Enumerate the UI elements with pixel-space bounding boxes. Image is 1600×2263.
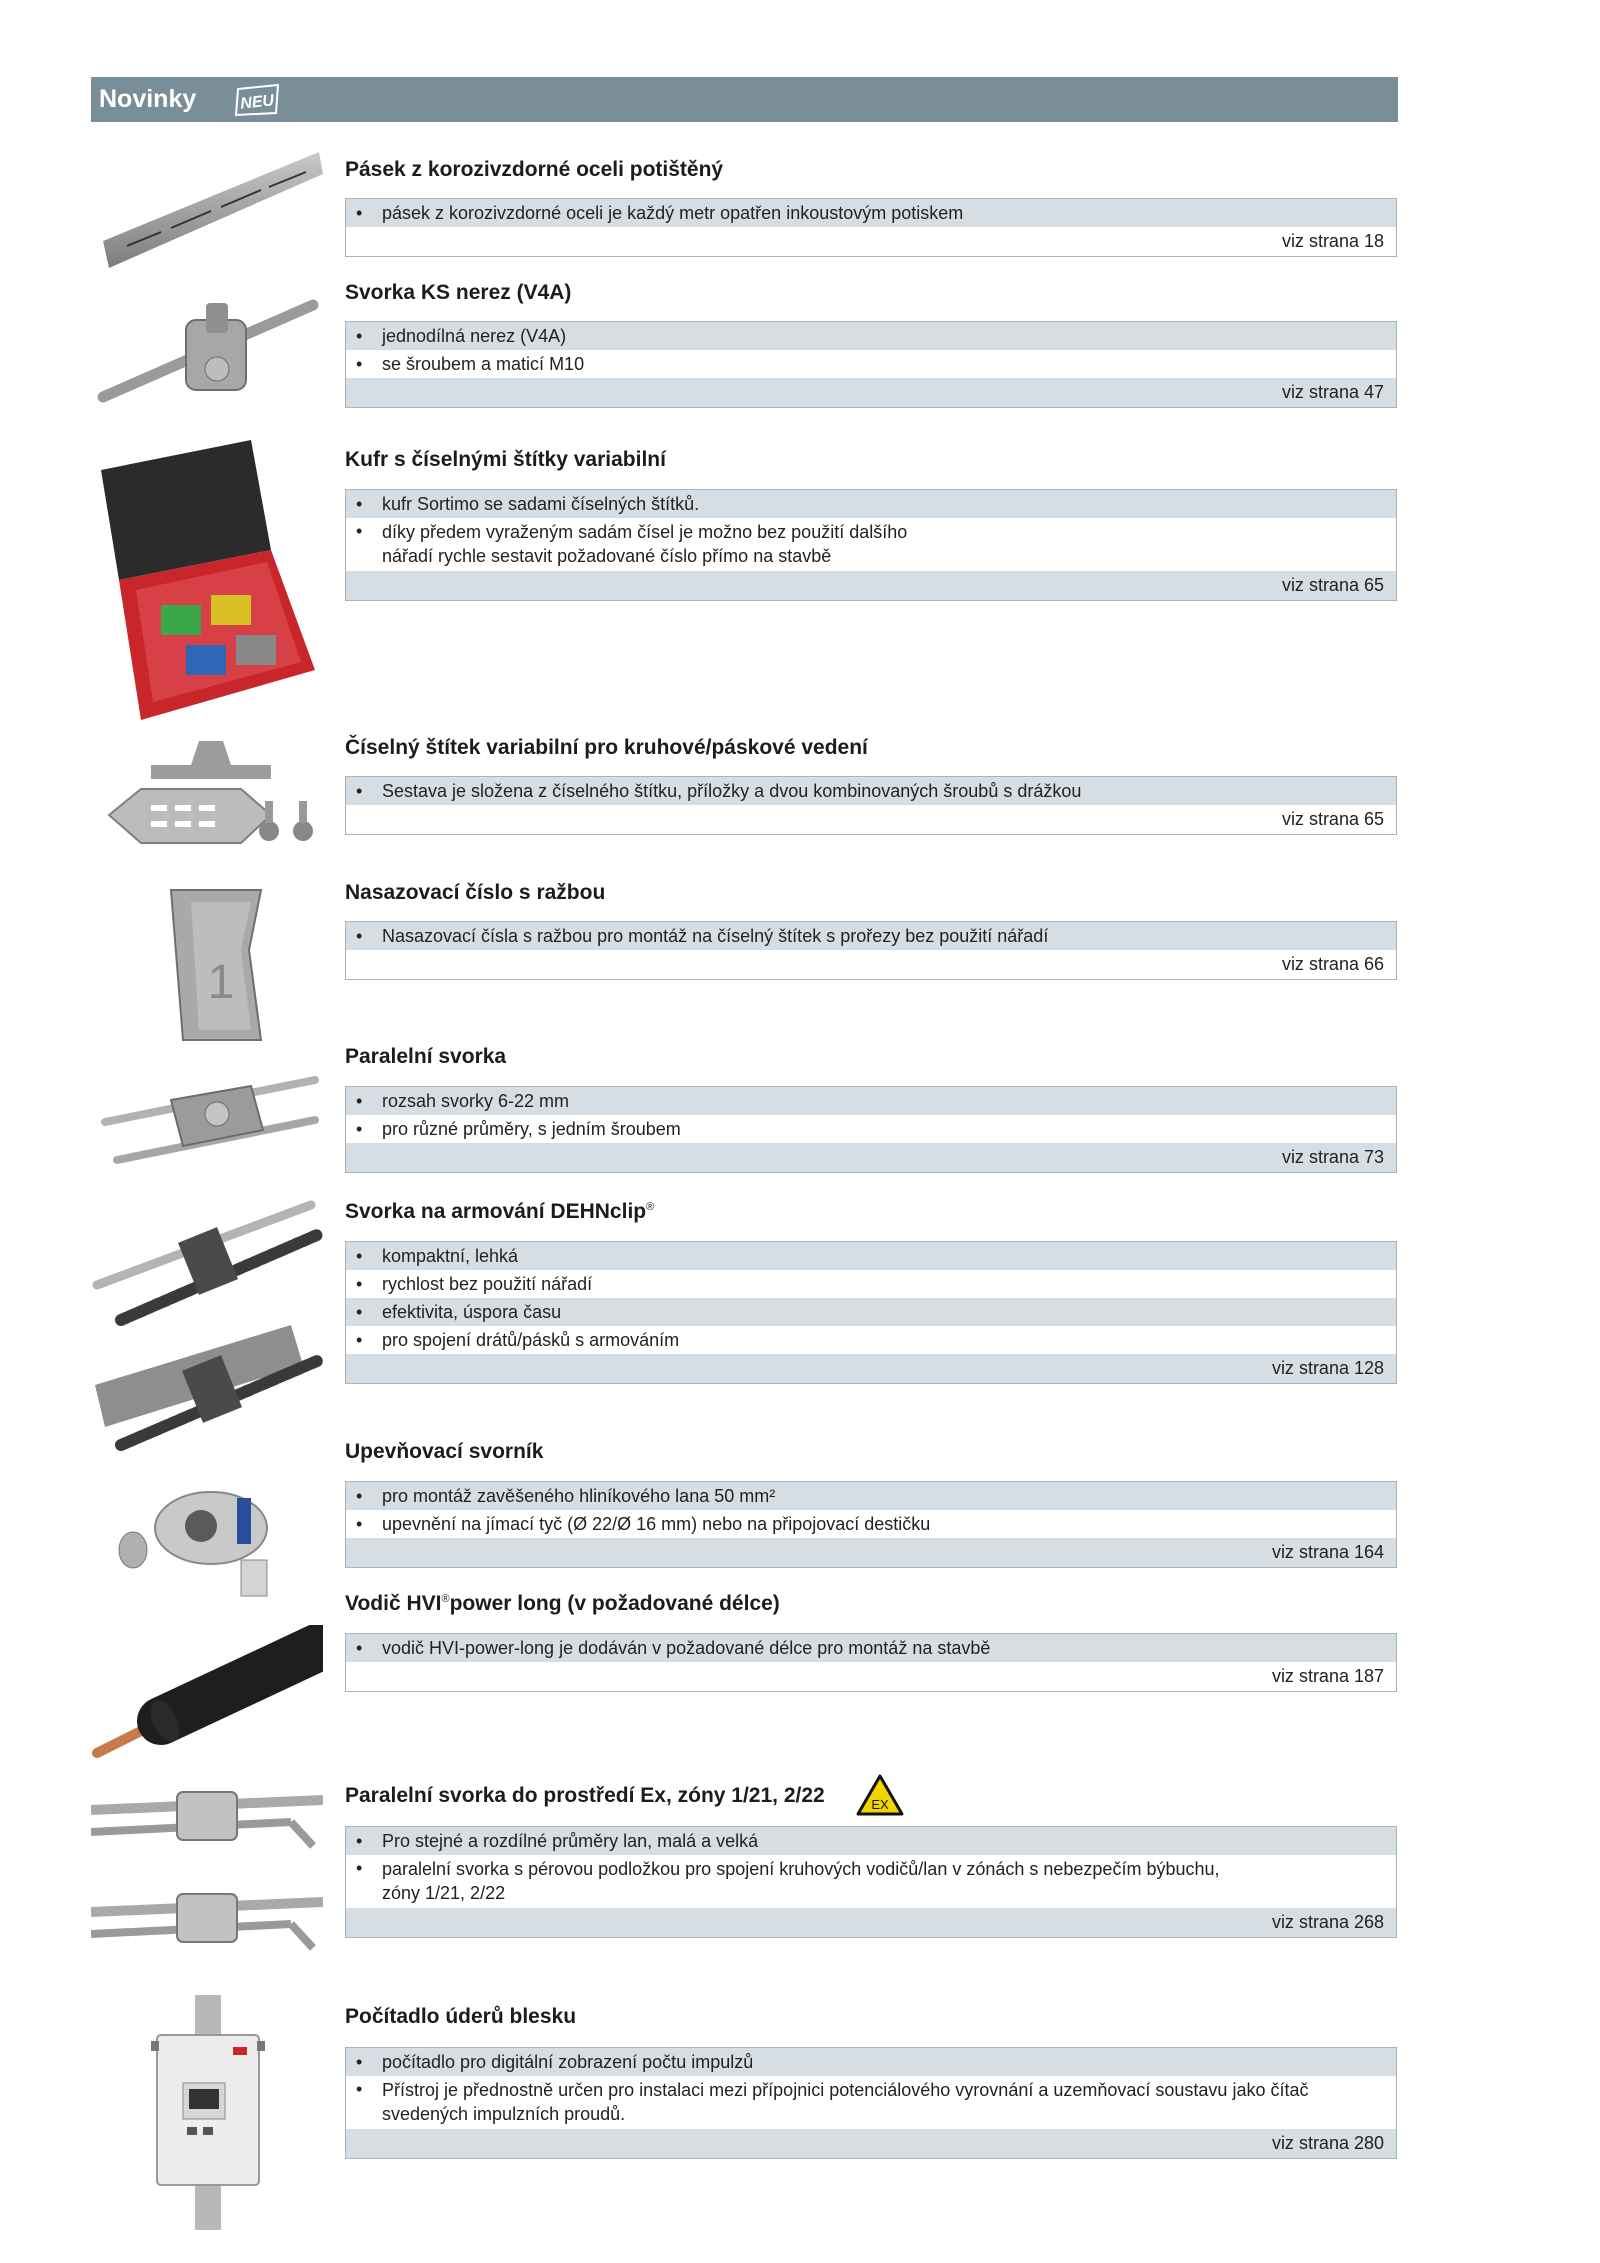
page-reference: viz strana 18 (1281, 231, 1384, 251)
bullet-item: • rozsah svorky 6-22 mm (346, 1087, 1396, 1115)
number-plate-image (91, 735, 323, 855)
product-info-box (345, 1086, 1397, 1173)
product-title: Číselný štítek variabilní pro kruhové/páskové vedení (345, 736, 868, 759)
section-title: Novinky (99, 85, 197, 113)
product-title: Pásek z korozivzdorné oceli potištěný (345, 158, 724, 181)
svg-text:EX: EX (871, 1797, 889, 1812)
page-reference: viz strana 47 (346, 378, 1396, 407)
bullet-item: • rychlost bez použití nářadí (356, 1274, 593, 1294)
bullet-item: • kufr Sortimo se sadami číselných štítků. (346, 490, 1396, 518)
bullet-item: • pro různé průměry, s jedním šroubem (356, 1119, 681, 1139)
product-info-box (345, 321, 1397, 408)
page-reference: viz strana 66 (1281, 954, 1384, 974)
bullet-item: • se šroubem a maticí M10 (356, 354, 585, 374)
hvi-conductor-image (91, 1625, 323, 1765)
page-reference: viz strana 280 (346, 2129, 1396, 2158)
bullet-item: • Nasazovací čísla s ražbou pro montáž na číselný štítek s prořezy bez použití nářadí (346, 922, 1396, 950)
bullet-item: • pro spojení drátů/pásků s armováním (356, 1330, 680, 1350)
product-info-box (345, 776, 1397, 835)
page-reference: viz strana 187 (1271, 1666, 1384, 1686)
ex-clamp-image (91, 1770, 323, 1960)
svg-text:1: 1 (207, 956, 235, 1009)
product-title: Upevňovací svorník (345, 1440, 544, 1463)
page-reference: viz strana 73 (346, 1143, 1396, 1172)
product-info-box (345, 489, 1397, 601)
product-title: Paralelní svorka (345, 1045, 507, 1068)
page-reference: viz strana 268 (346, 1908, 1396, 1937)
product-title: Vodič HVI®power long (v požadované délce) (345, 1592, 780, 1615)
bullet-item: • počítadlo pro digitální zobrazení počtu impulzů (346, 2048, 1396, 2076)
product-info-box (345, 921, 1397, 980)
clip-number-image (91, 880, 323, 1045)
product-title: Svorka na armování DEHNclip® (345, 1200, 655, 1223)
product-title: Paralelní svorka do prostředí Ex, zóny 1/21, 2/22 (345, 1784, 825, 1807)
product-info-box (345, 1481, 1397, 1568)
bullet-item: • Přístroj je přednostně určen pro instalaci mezi přípojnici potenciálového vyrovnání a uzemňovací soustavu jako čítač svedených impulzních proudů. (356, 2079, 1309, 2124)
section-header (91, 77, 1398, 122)
page-reference: viz strana 65 (1281, 809, 1384, 829)
product-info-box (345, 1241, 1397, 1384)
ks-clamp-image (91, 285, 323, 415)
bullet-item: • Pro stejné a rozdílné průměry lan, malá a velká (346, 1827, 1396, 1855)
product-title: Svorka KS nerez (V4A) (345, 281, 572, 304)
product-info-box (345, 1826, 1397, 1938)
product-info-box (345, 1633, 1397, 1692)
bullet-item: • Sestava je složena z číselného štítku, příložky a dvou kombinovaných šroubů s drážkou (346, 777, 1396, 805)
page-reference: viz strana 65 (346, 571, 1396, 600)
ex-warning-icon (855, 1773, 905, 1817)
product-info-box (345, 2047, 1397, 2159)
parallel-clamp-image (91, 1060, 323, 1180)
svg-text:NEU: NEU (239, 91, 276, 113)
sortimo-case-image (91, 430, 323, 730)
product-title: Kufr s číselnými štítky variabilní (345, 448, 666, 471)
dehnclip-image (91, 1195, 323, 1455)
product-info-box (345, 198, 1397, 257)
bullet-item: • paralelní svorka s pérovou podložkou pro spojení kruhových vodičů/lan v zónách s nebezpečím býbuchu, zóny 1/21, 2/22 (356, 1858, 1220, 1903)
product-title: Nasazovací číslo s ražbou (345, 881, 606, 904)
page-reference: viz strana 128 (346, 1354, 1396, 1383)
bullet-item: • upevnění na jímací tyč (Ø 22/Ø 16 mm) nebo na připojovací destičku (356, 1514, 931, 1534)
fixing-bolt-image (91, 1470, 323, 1600)
neu-badge-icon (234, 83, 282, 117)
bullet-item: • efektivita, úspora času (346, 1298, 1396, 1326)
page-reference: viz strana 164 (346, 1538, 1396, 1567)
lightning-counter-image (91, 1995, 323, 2230)
bullet-item: • vodič HVI-power-long je dodáván v požadované délce pro montáž na stavbě (346, 1634, 1396, 1662)
bullet-item: • kompaktní, lehká (346, 1242, 1396, 1270)
stainless-strip-image (91, 146, 323, 276)
product-title: Počítadlo úderů blesku (345, 2005, 577, 2028)
bullet-item: • pásek z korozivzdorné oceli je každý metr opatřen inkoustovým potiskem (346, 199, 1396, 227)
bullet-item: • pro montáž zavěšeného hliníkového lana 50 mm² (346, 1482, 1396, 1510)
bullet-item: • jednodílná nerez (V4A) (346, 322, 1396, 350)
bullet-item: • díky předem vyraženým sadám čísel je možno bez použití dalšího nářadí rychle sestavit požadované číslo přímo na stavbě (356, 521, 908, 566)
